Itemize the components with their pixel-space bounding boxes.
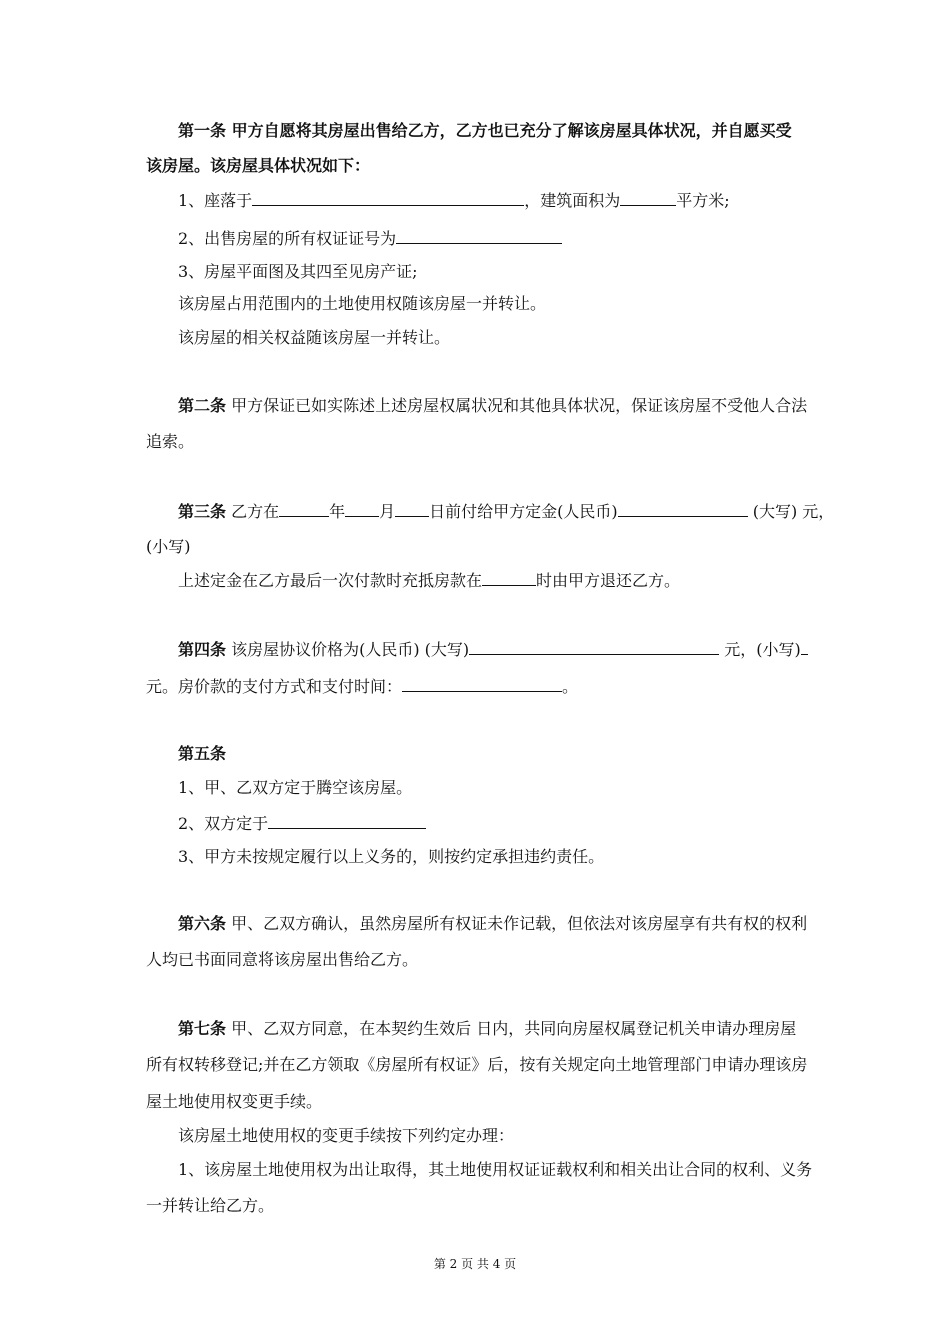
article4-line2 (146, 676, 578, 697)
price-unit: 元，(小写) (719, 640, 801, 659)
article2-title: 第二条 (178, 396, 227, 415)
payment-blank (402, 676, 562, 692)
price-label: 该房屋协议价格为(人民币) (大写) (226, 640, 470, 659)
article7-item1-line2: 一并转让给乙方。 (146, 1196, 275, 1215)
payment-end: 。 (562, 677, 579, 696)
item1-label: 1、座落于 (178, 191, 253, 210)
location-blank (252, 190, 524, 206)
article3-line3-a: 上述定金在乙方最后一次付款时充抵房款在 (178, 571, 483, 590)
certificate-label: 2、出售房屋的所有权证证号为 (178, 229, 397, 248)
deposit-blank (618, 501, 748, 517)
page-number: 第 2 页 共 4 页 (433, 1257, 517, 1271)
article4-line1 (178, 639, 808, 660)
article3-line2: (小写) (146, 537, 191, 556)
certificate-blank (396, 228, 562, 244)
deposit-unit: (大写) 元， (747, 502, 835, 521)
area-label: ，建筑面积为 (524, 191, 621, 210)
price-small-blank (801, 639, 808, 655)
article7-text1: 甲、乙双方同意，在本契约生效后 日内，共同向房屋权属登记机关申请办理房屋 (226, 1019, 797, 1038)
article5-title: 第五条 (178, 744, 227, 763)
article7-line2: 所有权转移登记;并在乙方领取《房屋所有权证》后，按有关规定向土地管理部门申请办理该房 (146, 1055, 808, 1074)
article1-item3: 3、房屋平面图及其四至见房产证; (178, 262, 418, 281)
price-blank (469, 639, 719, 655)
refund-blank (482, 570, 536, 586)
article5-item1: 1、甲、乙双方定于腾空该房屋。 (178, 778, 413, 797)
month-label: 月 (379, 502, 396, 521)
article6-line1 (178, 914, 807, 934)
article7-title: 第七条 (178, 1019, 227, 1038)
year-label: 年 (329, 502, 346, 521)
article1-line2: 该房屋。该房屋具体状况如下： (146, 156, 371, 175)
article3-line1 (178, 501, 834, 522)
payment-label: 元。房价款的支付方式和支付时间： (146, 677, 403, 696)
article5-item2 (178, 813, 426, 834)
day-blank (395, 501, 429, 517)
article5-item2-label: 2、双方定于 (178, 814, 269, 833)
area-unit: 平方米; (676, 191, 730, 210)
deposit-label: 日前付给甲方定金(人民币) (429, 502, 618, 521)
article4-title: 第四条 (178, 640, 227, 659)
article3-title: 第三条 (178, 502, 227, 521)
article6-title: 第六条 (178, 914, 227, 933)
year-blank (279, 501, 329, 517)
article2-line2: 追索。 (146, 432, 195, 451)
article2-text1: 甲方保证已如实陈述上述房屋权属状况和其他具体状况，保证该房屋不受他人合法 (226, 396, 808, 415)
article7-line1 (178, 1019, 796, 1039)
article6-line2: 人均已书面同意将该房屋出售给乙方。 (146, 950, 419, 969)
article2-line1 (178, 396, 807, 416)
article1-item1 (178, 190, 730, 211)
article1-item2 (178, 228, 562, 249)
article7-item1-line1: 1、该房屋土地使用权为出让取得，其土地使用权证证载权利和相关出让合同的权利、义务 (178, 1160, 813, 1179)
article3-line3-b: 时由甲方退还乙方。 (536, 571, 681, 590)
article3-text-a: 乙方在 (226, 502, 280, 521)
area-blank (620, 190, 676, 206)
article1-para2: 该房屋的相关权益随该房屋一并转让。 (178, 328, 451, 347)
article7-line3: 屋土地使用权变更手续。 (146, 1092, 323, 1111)
article3-line3 (178, 570, 680, 591)
article1-line1: 第一条 甲方自愿将其房屋出售给乙方，乙方也已充分了解该房屋具体状况，并自愿买受 (178, 121, 792, 140)
month-blank (345, 501, 379, 517)
article1-para1: 该房屋占用范围内的土地使用权随该房屋一并转让。 (178, 294, 547, 313)
article5-item3: 3、甲方未按规定履行以上义务的，则按约定承担违约责任。 (178, 847, 605, 866)
article5-item2-blank (268, 813, 426, 829)
article7-para1: 该房屋土地使用权的变更手续按下列约定办理： (178, 1126, 515, 1145)
article6-text1: 甲、乙双方确认，虽然房屋所有权证未作记载，但依法对该房屋享有共有权的权利 (226, 914, 808, 933)
